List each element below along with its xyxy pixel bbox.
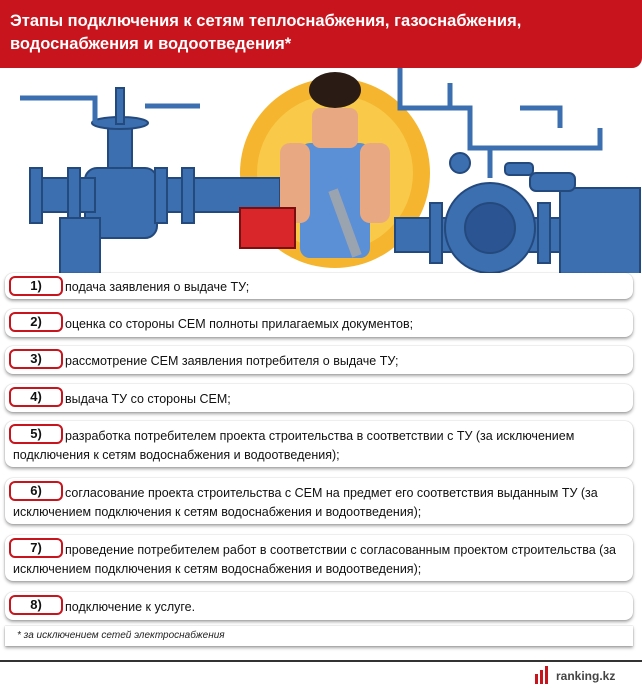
plumber-illustration bbox=[0, 68, 642, 273]
step-number: 7) bbox=[9, 538, 63, 558]
step-text: подача заявления о выдаче ТУ; bbox=[65, 280, 250, 294]
step-number: 1) bbox=[9, 276, 63, 296]
step-text: согласование проекта строительства с СЕМ на предмет его соответствия выданным ТУ (за исключением подключения к сетям водоснабжения и водоотведения); bbox=[13, 486, 598, 519]
step-number: 6) bbox=[9, 481, 63, 501]
step-number: 8) bbox=[9, 595, 63, 615]
step-2 bbox=[5, 309, 633, 337]
step-7 bbox=[5, 535, 633, 581]
step-text: разработка потребителем проекта строительства в соответствии с ТУ (за исключением подключения к сетям водоснабжения и водоотведения); bbox=[13, 429, 575, 462]
step-8 bbox=[5, 592, 633, 620]
footnote-text: * за исключением сетей электроснабжения bbox=[17, 630, 225, 641]
step-number: 2) bbox=[9, 312, 63, 332]
step-text: оценка со стороны СЕМ полноты прилагаемых документов; bbox=[65, 317, 414, 331]
step-5 bbox=[5, 421, 633, 467]
right-valve-icon bbox=[395, 153, 640, 273]
step-3 bbox=[5, 346, 633, 374]
step-4 bbox=[5, 384, 633, 412]
step-number: 5) bbox=[9, 424, 63, 444]
step-text: подключение к услуге. bbox=[65, 600, 196, 614]
bars-icon bbox=[534, 666, 552, 684]
step-6 bbox=[5, 478, 633, 524]
step-text: выдача ТУ со стороны СЕМ; bbox=[65, 392, 231, 406]
step-number: 4) bbox=[9, 387, 63, 407]
step-text: рассмотрение СЕМ заявления потребителя о выдаче ТУ; bbox=[65, 354, 399, 368]
step-text: проведение потребителем работ в соответствии с согласованным проектом строительства (за исключением подключения к сетям водоснабжения и водоотведения); bbox=[13, 543, 617, 576]
page-title: Этапы подключения к сетям теплоснабжения, газоснабжения, водоснабжения и водоотведения* bbox=[10, 12, 522, 53]
header-banner bbox=[0, 0, 642, 68]
footnote bbox=[5, 626, 633, 646]
brand-name: ranking.kz bbox=[556, 669, 616, 683]
step-number: 3) bbox=[9, 349, 63, 369]
brand-logo bbox=[534, 666, 624, 686]
footer-divider bbox=[0, 660, 642, 662]
step-1 bbox=[5, 273, 633, 299]
